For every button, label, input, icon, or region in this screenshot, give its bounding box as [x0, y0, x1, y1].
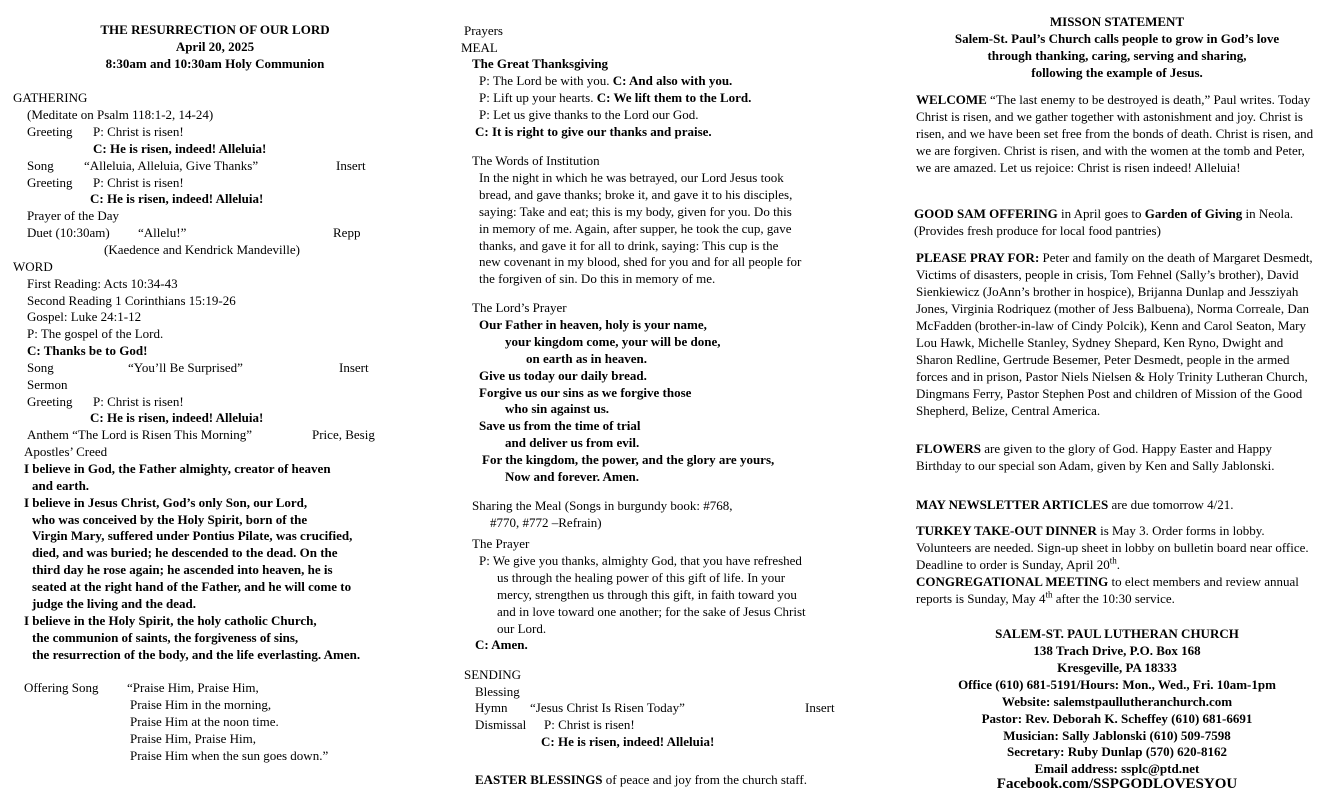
mission-line: following the example of Jesus. — [1031, 65, 1203, 80]
thanksgiving-line: C: It is right to give our thanks and praise. — [475, 124, 712, 139]
meditation-note: (Meditate on Psalm 118:1-2, 14-24) — [27, 107, 214, 122]
mission-line: Salem-St. Paul’s Church calls people to grow in God’s love — [954, 31, 1280, 46]
flowers-note: FLOWERS are given to the glory of God. Happy Easter and Happy Birthday to our special son Adam, given by Ken and Sally Jablonski. — [916, 441, 1275, 473]
duet-performers: (Kaedence and Kendrick Mandeville) — [104, 242, 300, 257]
church-facebook: Facebook.com/SSPGODLOVESYOU — [996, 776, 1238, 792]
prayer-line: our Lord. — [497, 621, 547, 636]
gospel-c: C: Thanks be to God! — [27, 343, 148, 358]
sermon-label: Sermon — [27, 377, 68, 392]
greeting-p: P: Christ is risen! — [93, 175, 184, 190]
greeting-p: P: Christ is risen! — [93, 124, 184, 139]
gospel-reading: Gospel: Luke 24:1-12 — [27, 309, 142, 324]
congregational-meeting-note: CONGREGATIONAL MEETING to elect members and review annual reports is Sunday, May 4th after the 10:30 service. — [916, 574, 1299, 606]
sharing-the-meal: Sharing the Meal (Songs in burgundy book: #768, — [472, 498, 733, 513]
institution-line: in memory of me. Again, after supper, he took the cup, gave — [479, 221, 792, 236]
service-date: April 20, 2025 — [175, 39, 255, 54]
insert-note: Insert — [339, 360, 369, 375]
offering-line: Praise Him at the noon time. — [130, 714, 279, 729]
first-reading: First Reading: Acts 10:34-43 — [27, 276, 178, 291]
prayer-line: P: We give you thanks, almighty God, that you have refreshed — [479, 553, 802, 568]
song-label: Song — [27, 360, 54, 375]
greeting-c: C: He is risen, indeed! Alleluia! — [90, 410, 264, 425]
section-sending: SENDING — [464, 667, 522, 682]
institution-line: In the night in which he was betrayed, our Lord Jesus took — [479, 170, 784, 185]
prayer-line: mercy, strengthen us through this gift, in faith toward you — [497, 587, 797, 602]
creed-line: third day he rose again; he ascended into heaven, he is — [32, 562, 333, 577]
creed-line: I believe in Jesus Christ, God’s only Son, our Lord, — [24, 495, 308, 510]
lords-prayer-line: Our Father in heaven, holy is your name, — [479, 317, 707, 332]
greeting-label: Greeting — [27, 175, 73, 190]
welcome-paragraph: WELCOME “The last enemy to be destroyed is death,” Paul writes. Today Christ is risen, and we gather together with astonishment and joy. Christ is risen, and we have been set free from the bonds of death. Christ is risen, and we are forgiven. Christ is risen, and with the women at the tomb and Peter, we are amazed. Let us rejoice: Christ is risen indeed! Alleluia! — [916, 92, 1314, 175]
lords-prayer-line: For the kingdom, the power, and the glory are yours, — [482, 452, 775, 467]
dismissal-p: P: Christ is risen! — [544, 717, 635, 732]
words-of-institution-title: The Words of Institution — [472, 153, 600, 168]
creed-line: I believe in God, the Father almighty, creator of heaven — [24, 461, 331, 476]
church-name: SALEM-ST. PAUL LUTHERAN CHURCH — [995, 626, 1239, 641]
thanksgiving-line: P: Let us give thanks to the Lord our God. — [479, 107, 699, 122]
prayer-line: and in love toward one another; for the sake of Jesus Christ — [497, 604, 806, 619]
greeting-label: Greeting — [27, 394, 73, 409]
lords-prayer-line: and deliver us from evil. — [505, 435, 640, 450]
sharing-the-meal-songs: #770, #772 –Refrain) — [490, 515, 602, 530]
anthem-composers: Price, Besig — [312, 427, 375, 442]
section-word: WORD — [13, 259, 53, 274]
song-title: “Alleluia, Alleluia, Give Thanks” — [84, 158, 259, 173]
creed-line: who was conceived by the Holy Spirit, born of the — [32, 512, 308, 527]
church-secretary: Secretary: Ruby Dunlap (570) 620-8162 — [1006, 744, 1228, 759]
service-times: 8:30am and 10:30am Holy Communion — [105, 56, 325, 71]
offering-line: Praise Him, Praise Him, — [130, 731, 257, 746]
institution-line: the forgiven of sin. Do this in memory of me. — [479, 271, 716, 286]
section-meal: MEAL — [461, 40, 498, 55]
prayer-of-the-day: Prayer of the Day — [27, 208, 120, 223]
prayers-label: Prayers — [464, 23, 503, 38]
blessing-label: Blessing — [475, 684, 520, 699]
column-worship-order — [0, 0, 440, 808]
insert-note: Insert — [805, 700, 835, 715]
lords-prayer-line: Give us today our daily bread. — [479, 368, 647, 383]
thanksgiving-line: P: Lift up your hearts. C: We lift them to the Lord. — [479, 90, 752, 105]
church-city: Kresgeville, PA 18333 — [1057, 660, 1177, 675]
service-title: THE RESURRECTION OF OUR LORD — [100, 22, 330, 37]
turkey-dinner-note: TURKEY TAKE-OUT DINNER is May 3. Order forms in lobby. Volunteers are needed. Sign-up sheet in lobby on bulletin board near office. Deadline to order is Sunday, April 20th. — [916, 523, 1309, 572]
church-pastor: Pastor: Rev. Deborah K. Scheffey (610) 681-6691 — [981, 711, 1253, 726]
lords-prayer-line: Save us from the time of trial — [479, 418, 641, 433]
dismissal-label: Dismissal — [475, 717, 527, 732]
creed-line: judge the living and the dead. — [32, 596, 196, 611]
creed-line: seated at the right hand of the Father, and he will come to — [32, 579, 352, 594]
insert-note: Insert — [336, 158, 366, 173]
song-label: Song — [27, 158, 54, 173]
lords-prayer-line: Now and forever. Amen. — [505, 469, 639, 484]
song-title: “You’ll Be Surprised” — [128, 360, 243, 375]
lords-prayer-line: your kingdom come, your will be done, — [505, 334, 721, 349]
hymn-label: Hymn — [475, 700, 508, 715]
duet-title: “Allelu!” — [138, 225, 187, 240]
duet-composer: Repp — [333, 225, 361, 240]
creed-line: the resurrection of the body, and the life everlasting. Amen. — [32, 647, 361, 662]
prayer-amen: C: Amen. — [475, 637, 528, 652]
lords-prayer-title: The Lord’s Prayer — [472, 300, 567, 315]
easter-blessings: EASTER BLESSINGS of peace and joy from the church staff. — [475, 772, 807, 787]
institution-line: bread, and gave thanks; broke it, and gave it to his disciples, — [479, 187, 793, 202]
gospel-p: P: The gospel of the Lord. — [27, 326, 164, 341]
church-office: Office (610) 681-5191/Hours: Mon., Wed., Fri. 10am-1pm — [958, 677, 1276, 692]
newsletter-note: MAY NEWSLETTER ARTICLES are due tomorrow 4/21. — [916, 497, 1234, 512]
dismissal-c: C: He is risen, indeed! Alleluia! — [541, 734, 715, 749]
creed-line: Virgin Mary, suffered under Pontius Pilate, was crucified, — [32, 528, 353, 543]
greeting-c: C: He is risen, indeed! Alleluia! — [90, 191, 264, 206]
the-prayer-title: The Prayer — [472, 536, 530, 551]
church-musician: Musician: Sally Jablonski (610) 509-7598 — [1003, 728, 1231, 743]
creed-title: Apostles’ Creed — [24, 444, 108, 459]
creed-line: and earth. — [32, 478, 90, 493]
thanksgiving-line: P: The Lord be with you. C: And also with you. — [479, 73, 733, 88]
lords-prayer-line: Forgive us our sins as we forgive those — [479, 385, 692, 400]
prayer-line: us through the healing power of this gift of life. In your — [497, 570, 786, 585]
mission-line: through thanking, caring, serving and sharing, — [987, 48, 1247, 63]
institution-line: new covenant in my blood, shed for you and for all people for — [479, 254, 802, 269]
lords-prayer-line: on earth as in heaven. — [526, 351, 647, 366]
greeting-p: P: Christ is risen! — [93, 394, 184, 409]
church-website: Website: salemstpaullutheranchurch.com — [1001, 694, 1233, 709]
institution-line: saying: Take and eat; this is my body, given for you. Do this — [479, 204, 792, 219]
anthem: Anthem “The Lord is Risen This Morning” — [27, 427, 253, 442]
hymn-title: “Jesus Christ Is Risen Today” — [530, 700, 685, 715]
section-gathering: GATHERING — [13, 90, 88, 105]
creed-line: died, and was buried; he descended to the dead. On the — [32, 545, 338, 560]
creed-line: I believe in the Holy Spirit, the holy catholic Church, — [24, 613, 317, 628]
offering-line: “Praise Him, Praise Him, — [127, 680, 259, 695]
church-address: 138 Trach Drive, P.O. Box 168 — [1033, 643, 1201, 658]
second-reading: Second Reading 1 Corinthians 15:19-26 — [27, 293, 236, 308]
greeting-label: Greeting — [27, 124, 73, 139]
church-email: Email address: ssplc@ptd.net — [1034, 761, 1200, 776]
institution-line: thanks, and gave it for all to drink, saying: This cup is the — [479, 238, 779, 253]
offering-line: Praise Him when the sun goes down.” — [130, 748, 329, 763]
great-thanksgiving-title: The Great Thanksgiving — [472, 56, 609, 71]
column-meal-sending — [455, 0, 875, 808]
offering-song-label: Offering Song — [24, 680, 99, 695]
creed-line: the communion of saints, the forgiveness of sins, — [32, 630, 299, 645]
mission-title: MISSON STATEMENT — [1049, 14, 1185, 29]
duet-label: Duet (10:30am) — [27, 225, 110, 240]
offering-line: Praise Him in the morning, — [130, 697, 272, 712]
good-sam-offering: GOOD SAM OFFERING in April goes to Garden of Giving in Neola. (Provides fresh produce for local food pantries) — [914, 206, 1294, 238]
column-announcements — [905, 0, 1332, 808]
greeting-c: C: He is risen, indeed! Alleluia! — [93, 141, 267, 156]
prayer-list: PLEASE PRAY FOR: Peter and family on the death of Margaret Desmedt, Victims of disasters, people in crisis, Tom Fehnel (Sally’s brother), David Sienkiewicz (JoAnn’s brother in hospice), Brijanna Dunlap and Jessziyah Jones, Virginia Rodriquez (mother of Jess Balbuena), Norma Correale, Dan McFadden (brother-in-law of Cindy Polcik), Kenn and Carol Seaton, Mary Lou Hawk, Michelle Stanley, Sydney Shepard, Ken Ryno, Dwight and Sharon Redline, Gertrude Besemer, Peter Desmedt, people in the armed forces and in prison, Pastor Niels Nielsen & Holy Trinity Lutheran Church, Dingmans Ferry, Pastor Stephen Post and children of Mission of the Good Shepherd, Belize, Central America. — [916, 250, 1313, 418]
lords-prayer-line: who sin against us. — [505, 401, 610, 416]
